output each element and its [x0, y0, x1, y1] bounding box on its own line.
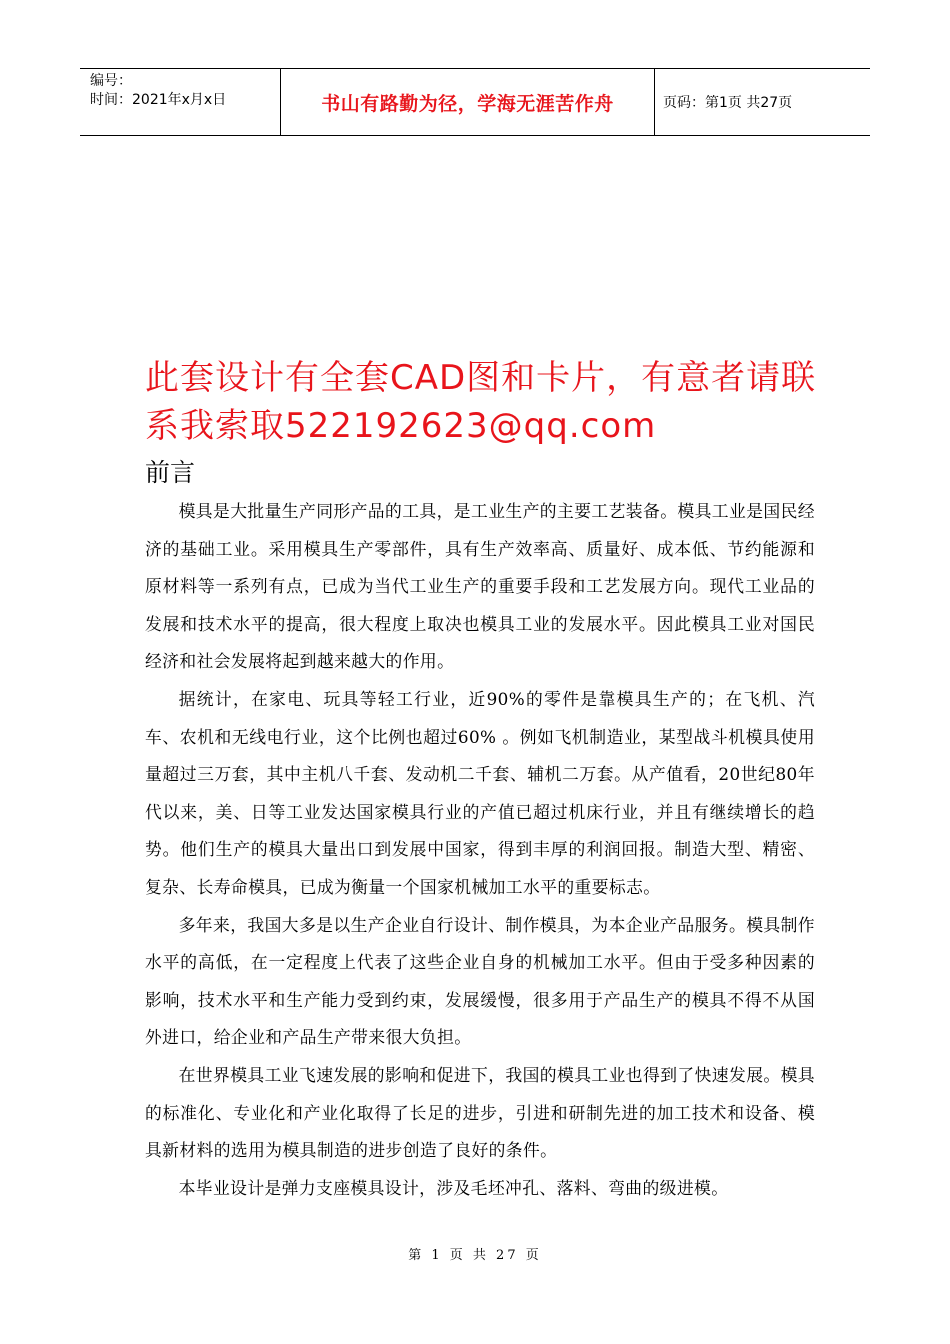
header-time-label: 时间：2021年x月x日	[90, 92, 227, 108]
paragraph: 据统计，在家电、玩具等轻工行业，近90%的零件是靠模具生产的；在飞机、汽车、农机和无线电行业，这个比例也超过60% 。例如飞机制造业，某型战斗机模具使用量超过三万套，其中主机八千套、发动机二千套、辅机二万套。从产值看，20世纪80年代以来，美、日等工业发达国家模具行业的产值已超过机床行业，并且有继续增长的趋势。他们生产的模具大量出口到发展中国家，得到丰厚的利润回报。制造大型、精密、复杂、长寿命模具，已成为衡量一个国家机械加工水平的重要标志。	[145, 688, 815, 897]
header-number-label: 编号：	[90, 73, 132, 89]
section-heading: 前言	[145, 458, 196, 487]
paragraph: 本毕业设计是弹力支座模具设计，涉及毛坯冲孔、落料、弯曲的级进模。	[178, 1177, 729, 1198]
paragraph: 模具是大批量生产同形产品的工具，是工业生产的主要工艺装备。模具工业是国民经济的基础工业。采用模具生产零部件，具有生产效率高、质量好、成本低、节约能源和原材料等一系列有点，已成为当代工业生产的重要手段和工艺发展方向。现代工业品的发展和技术水平的提高，很大程度上取决也模具工业的发展水平。因此模具工业对国民经济和社会发展将起到越来越大的作用。	[145, 501, 815, 672]
header-table	[80, 68, 870, 136]
body-text	[145, 493, 815, 1207]
footer-page-indicator: 第 1 页 共 27 页	[408, 1248, 542, 1263]
paragraph: 在世界模具工业飞速发展的影响和促进下，我国的模具工业也得到了快速发展。模具的标准化、专业化和产业化取得了长足的进步，引进和研制先进的加工技术和设备、模具新材料的选用为模具制造的进步创造了良好的条件。	[145, 1064, 815, 1161]
header-meta-cell	[80, 69, 281, 135]
document-title: 此套设计有全套CAD图和卡片，有意者请联系我索取522192623@qq.com	[145, 358, 817, 446]
header-page-code: 页码：第1页 共27页	[663, 95, 793, 111]
paragraph: 多年来，我国大多是以生产企业自行设计、制作模具，为本企业产品服务。模具制作水平的高低，在一定程度上代表了这些企业自身的机械加工水平。但由于受多种因素的影响，技术水平和生产能力受到约束，发展缓慢，很多用于产品生产的模具不得不从国外进口，给企业和产品生产带来很大负担。	[145, 914, 815, 1048]
header-motto: 书山有路勤为径，学海无涯苦作舟	[281, 69, 655, 135]
